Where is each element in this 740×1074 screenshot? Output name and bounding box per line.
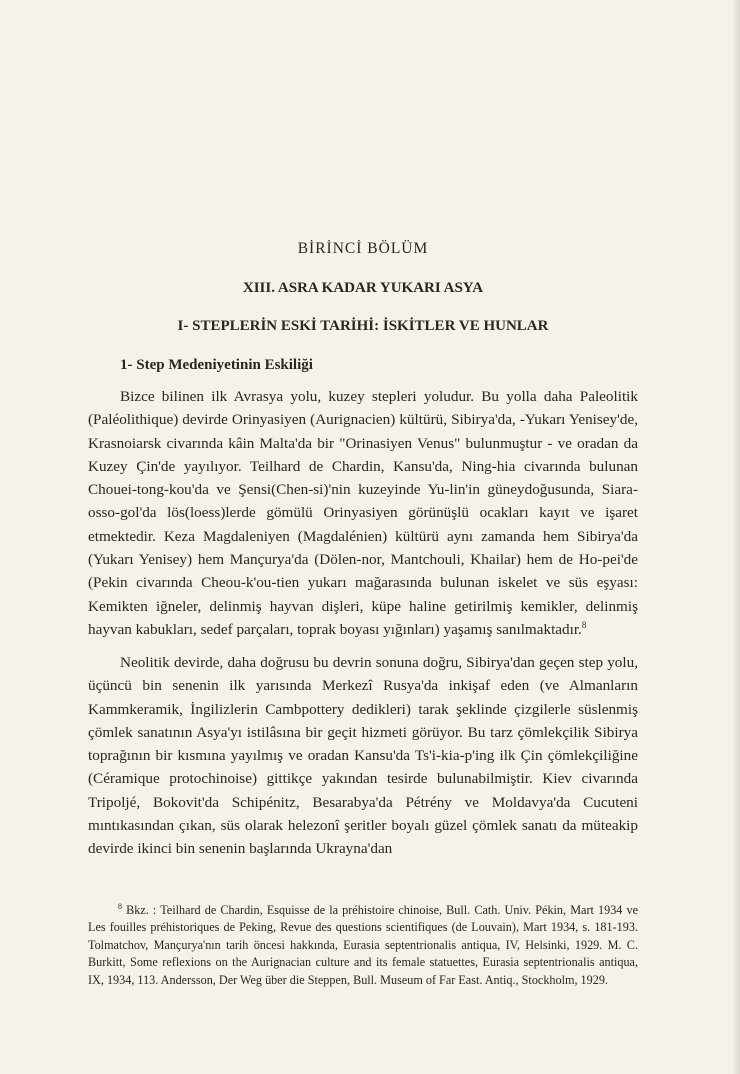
subsection-title: 1- Step Medeniyetinin Eskiliği [120,357,313,373]
paragraph-1 [88,385,638,641]
footnote [88,902,638,989]
part-title: BİRİNCİ BÖLÜM [297,240,429,257]
footnote-mark: 8 [118,901,122,911]
page-edge [732,0,740,1074]
paragraph-2-text: Neolitik devirde, daha doğrusu bu devrin sonuna doğru, Sibirya'dan geçen step yolu, üçüncü bin senenin ilk yarısında Merkezî Rusya'da inkişaf eden (ve Almanların Kammkeramik, İngilizlerin Cambpottery dedikleri) tarak şeklinde çizgilerle süslenmiş çömlek sanatının Asya'yı istilâsına bir geçit hizmeti görüyor. Bu tarz çömlekçilik Sibirya toprağının bir kısmına yayılmış ve oradan Kansu'da Ts'i-kia-p'ing ilk Çin çömlekçiliğine (Céramique protochinoise) gittikçe yakından tesirde bulunabilmiştir. Kiev civarında Tripoljé, Bokovit'da Schipénitz, Besarabya'da Pétrény ve Moldavya'da Cucuteni mıntıkasından çıkan, süs olarak helezonî şeritler boyalı güzel çömlek sanatı da müteakip devirde ikinci bin senenin başlarında Ukrayna'dan [88,654,638,858]
section-title: I- STEPLERİN ESKİ TARİHİ: İSKİTLER VE HUNLAR [177,318,549,334]
chapter-title: XIII. ASRA KADAR YUKARI ASYA [242,280,484,296]
footnote-text: Bkz. : Teilhard de Chardin, Esquisse de la préhistoire chinoise, Bull. Cath. Univ. Pékin, Mart 1934 ve Les fouilles préhistoriques de Peking, Revue des questions scientifiques (de Louvain), Mart 1934, s. 181-193. Tolmatchov, Mançurya'nın tarih öncesi hakkında, Eurasia septentrionalis antiqua, IV, Helsinki, 1929. M. C. Burkitt, Some reflexions on the Aurignacian culture and its female statuettes, Eurasia septentrionalis antiqua, IX, 1934, 113. Andersson, Der Weg über die Steppen, Bull. Museum of Far East. Antiq., Stockholm, 1929. [88,903,639,987]
paragraph-1-text: Bizce bilinen ilk Avrasya yolu, kuzey stepleri yoludur. Bu yolla daha Paleolitik (Paléolithique) devirde Orinyasiyen (Aurignacien) kültürü, Sibirya'da, -Yukarı Yenisey'de, Krasnoiarsk civarında kâin Malta'da bir "Orinasiyen Venus" bulunmuştur - ve oradan da Kuzey Çin'de yayılıyor. Teilhard de Chardin, Kansu'da, Ning-hia civarında bulunan Chouei-tong-kou'da ve Şensi(Chen-si)'nin kuzeyinde Yu-lin'in güneydoğusunda, Siara-osso-gol'da lös(loess)lerde gömülü Orinyasiyen görünüşlü ocakları kayıt ve işaret etmektedir. Keza Magdaleniyen (Magdalénien) kültürü aynı zamanda hem Sibirya'da (Yukarı Yenisey) hem Mançurya'da (Dölen-nor, Mantchouli, Khailar) hem de Ho-pei'de (Pekin civarında Cheou-k'ou-tien yukarı mağarasında bulunan iskelet ve süs eşyası: Kemikten iğneler, delinmiş hayvan dişleri, küpe haline getirilmiş kemikler, delinmiş hayvan kabukları, sedef parçaları, toprak boyası yığınları) yaşamış sanılmaktadır. [88,388,638,638]
paragraph-2 [88,651,638,861]
footnote-reference[interactable]: 8 [581,619,587,630]
